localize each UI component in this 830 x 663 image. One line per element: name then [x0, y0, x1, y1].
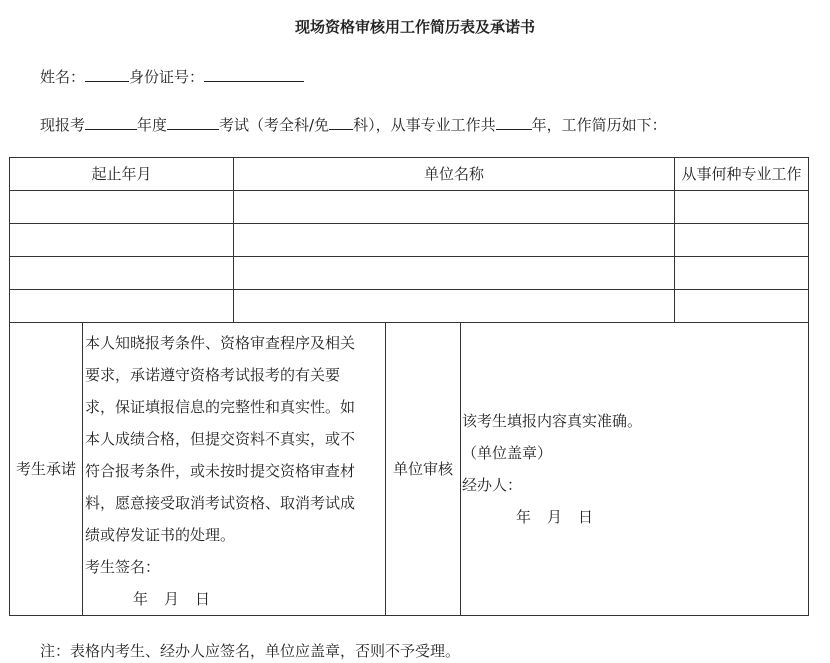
- promise-date: [85, 583, 383, 615]
- exam-text-5: 年，工作简历如下：: [531, 116, 667, 134]
- date-month-label: 月: [547, 508, 563, 526]
- work-type-cell[interactable]: [675, 224, 809, 257]
- promise-line: 要求，承诺遵守资格考试报考的有关要: [85, 366, 341, 384]
- signature-label: 考生签名：: [85, 558, 161, 576]
- work-years-blank[interactable]: [496, 115, 532, 130]
- date-year-label: 年: [516, 508, 532, 526]
- unit-line: （单位盖章）: [462, 444, 553, 462]
- unit-name-cell[interactable]: [234, 191, 675, 224]
- unit-name-cell[interactable]: [234, 257, 675, 290]
- name-id-line: [40, 66, 304, 87]
- promise-line: 本人成绩合格，但提交资料不真实，或不: [85, 430, 356, 448]
- unit-date: [462, 501, 808, 533]
- table-header-row: [10, 158, 809, 191]
- table-row: [10, 257, 809, 290]
- commitment-row: [10, 323, 809, 616]
- header-unit-name: 单位名称: [234, 158, 675, 191]
- exam-text-3: 考试（考全科/免: [219, 116, 330, 134]
- exempt-blank[interactable]: [329, 115, 353, 130]
- promise-line: 求，保证填报信息的完整性和真实性。如: [85, 398, 356, 416]
- exam-text-1: 现报考: [40, 116, 86, 134]
- promise-line: 料，愿意接受取消考试资格、取消考试成: [85, 494, 356, 512]
- period-cell[interactable]: [10, 191, 234, 224]
- promise-line: 符合报考条件，或未按时提交资格审查材: [85, 462, 356, 480]
- date-year-label: 年: [133, 590, 149, 608]
- promise-label: 考生承诺: [10, 323, 83, 616]
- header-period: 起止年月: [10, 158, 234, 191]
- exam-name-blank[interactable]: [85, 115, 137, 130]
- name-blank[interactable]: [85, 67, 129, 82]
- period-cell[interactable]: [10, 290, 234, 323]
- table-row: [10, 191, 809, 224]
- promise-line: 本人知晓报考条件、资格审查程序及相关: [85, 334, 356, 352]
- period-cell[interactable]: [10, 257, 234, 290]
- unit-name-cell[interactable]: [234, 290, 675, 323]
- year-blank[interactable]: [167, 115, 219, 130]
- id-label: 身份证号：: [129, 68, 205, 86]
- promise-line: 绩或停发证书的处理。: [85, 526, 236, 544]
- document-title: 现场资格审核用工作简历表及承诺书: [294, 18, 535, 36]
- unit-line: 经办人：: [462, 476, 523, 494]
- work-type-cell[interactable]: [675, 191, 809, 224]
- promise-content: [83, 323, 386, 616]
- unit-name-cell[interactable]: [234, 224, 675, 257]
- date-day-label: 日: [578, 508, 594, 526]
- date-day-label: 日: [195, 590, 211, 608]
- exam-text-4: 科），从事专业工作共: [353, 116, 496, 134]
- unit-review-content: [461, 323, 809, 616]
- footnote: 注：表格内考生、经办人应签名，单位应盖章，否则不予受理。: [40, 642, 461, 660]
- work-type-cell[interactable]: [675, 257, 809, 290]
- resume-table: [9, 157, 809, 616]
- unit-review-label: 单位审核: [386, 323, 461, 616]
- period-cell[interactable]: [10, 224, 234, 257]
- id-blank[interactable]: [204, 67, 304, 82]
- exam-info-line: [40, 114, 667, 135]
- header-work-type: 从事何种专业工作: [675, 158, 809, 191]
- unit-line: 该考生填报内容真实准确。: [462, 412, 643, 430]
- exam-text-2: 年度: [137, 116, 168, 134]
- table-row: [10, 290, 809, 323]
- table-row: [10, 224, 809, 257]
- work-type-cell[interactable]: [675, 290, 809, 323]
- date-month-label: 月: [164, 590, 180, 608]
- name-label: 姓名：: [40, 68, 86, 86]
